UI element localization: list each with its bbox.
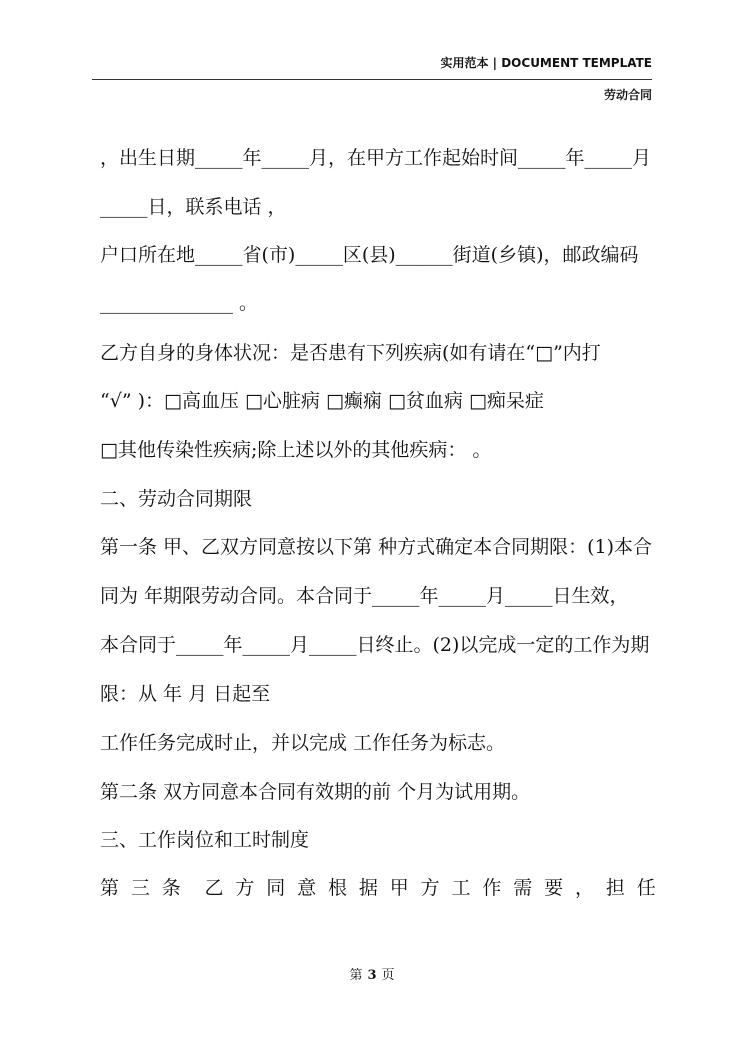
section-heading: 二、劳动合同期限	[100, 488, 253, 510]
char: 根	[327, 877, 347, 899]
footer-prefix: 第	[349, 968, 363, 983]
page-footer	[0, 964, 744, 983]
body-line: 同为 年期限劳动合同。本合同于_____年_____月_____日生效，	[100, 585, 629, 607]
char: 方	[235, 877, 255, 899]
page-number: 3	[367, 968, 377, 983]
char: 第	[100, 877, 120, 899]
char: 意	[297, 877, 317, 899]
body-line: ______________ 。	[100, 292, 259, 314]
section-heading: 三、工作岗位和工时制度	[100, 829, 310, 851]
char: 担	[605, 877, 625, 899]
char: 任	[636, 877, 656, 899]
body-line: 第一条 甲、乙双方同意按以下第 种方式确定本合同期限：(1)本合	[100, 536, 652, 558]
char: 作	[482, 877, 502, 899]
char: 三	[130, 877, 150, 899]
char: 工	[451, 877, 471, 899]
header-divider	[92, 79, 652, 80]
char: ，	[574, 877, 594, 899]
justified-line	[100, 876, 656, 900]
body-line: ，出生日期_____年_____月，在甲方工作起始时间_____年_____月	[100, 147, 652, 169]
header-subtitle: 劳动合同	[603, 88, 652, 102]
body-line: 工作任务完成时止，并以完成 工作任务为标志。	[100, 732, 506, 754]
body-line: □其他传染性疾病;除上述以外的其他疾病： 。	[100, 439, 492, 461]
char: 据	[358, 877, 378, 899]
body-line: “√” )：□高血压 □心脏病 □癫痫 □贫血病 □痴呆症	[100, 390, 544, 412]
body-line: 户口所在地_____省(市)_____区(县)______街道(乡镇)，邮政编码	[100, 244, 639, 266]
header-title: 实用范本 | DOCUMENT TEMPLATE	[440, 56, 652, 70]
body-line: 乙方自身的身体状况：是否患有下列疾病(如有请在“□”内打	[100, 342, 601, 364]
body-line: 本合同于_____年_____月_____日终止。(2)以完成一定的工作为期	[100, 634, 650, 656]
body-line: _____日，联系电话 ，	[100, 196, 287, 218]
char: 需	[513, 877, 533, 899]
body-line: 第二条 双方同意本合同有效期的前 个月为试用期。	[100, 781, 531, 803]
char: 乙	[204, 877, 224, 899]
char: 方	[420, 877, 440, 899]
footer-suffix: 页	[381, 968, 395, 983]
body-line: 限：从 年 月 日起至	[100, 683, 271, 705]
char: 甲	[389, 877, 409, 899]
char: 要	[544, 877, 564, 899]
char: 条	[161, 877, 181, 899]
char: 同	[266, 877, 286, 899]
